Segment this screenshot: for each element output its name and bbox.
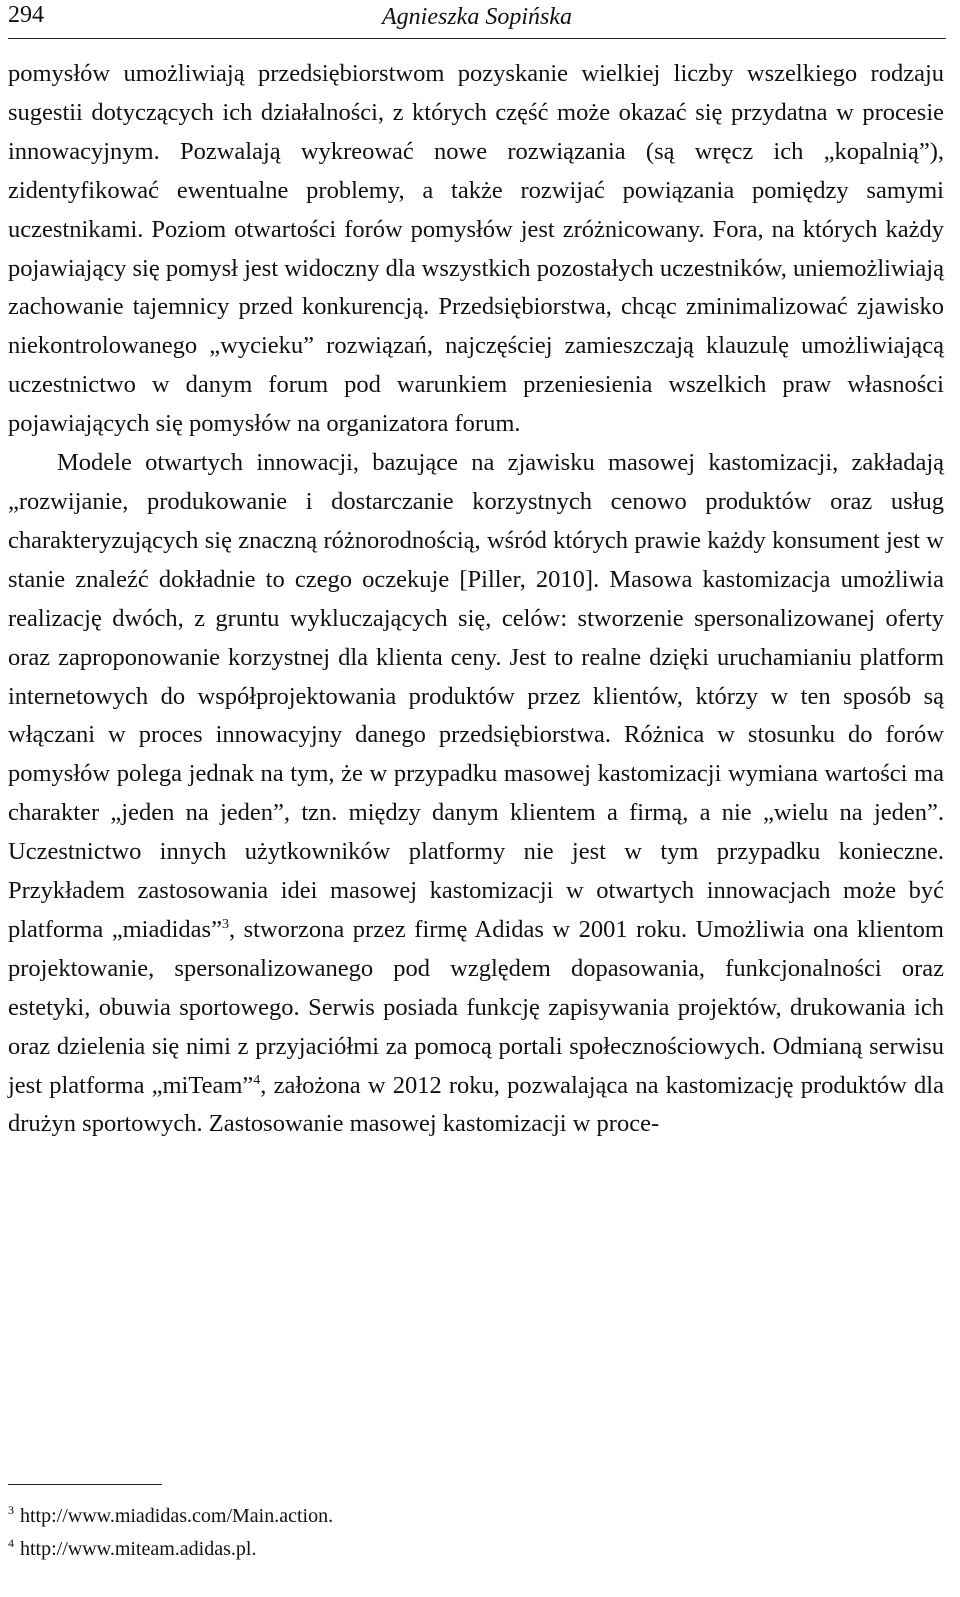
body-text xyxy=(8,55,944,1144)
footnote-link[interactable]: http://www.miteam.adidas.pl. xyxy=(20,1538,257,1560)
paragraph-2-part-1: Modele otwartych innowacji, bazujące na zjawisku masowej kastomizacji, zakładają „rozwijanie, produkowanie i dostarczanie korzystnych cenowo produktów oraz usług charakteryzujących się znaczną różnorodnością, wśród których prawie każdy konsument jest w stanie znaleźć dokładnie to czego oczekuje [Piller, 2010]. Masowa kastomizacja umożliwia realizację dwóch, z gruntu wykluczających się, celów: stworzenie spersonalizowanej oferty oraz zaproponowanie korzystnej dla klienta ceny. Jest to realne dzięki uruchamianiu platform internetowych do współprojektowania produktów przez klientów, którzy w ten sposób są włączani w proces innowacyjny danego przedsiębiorstwa. Różnica w stosunku do forów pomysłów polega jednak na tym, że w przypadku masowej kastomizacji wymiana wartości ma charakter „jeden na jeden”, tzn. między danym klientem a firmą, a nie „wielu na jeden”. Uczestnictwo innych użytkowników platformy nie jest w tym przypadku konieczne. Przykładem zastosowania idei masowej kastomizacji w otwartych innowacjach może być platforma „miadidas” xyxy=(8,449,944,943)
footnote-mark: 3 xyxy=(8,1503,14,1518)
footnote-mark: 4 xyxy=(8,1536,14,1551)
paragraph-2-part-3: , założona w 2012 roku, pozwalająca na kastomizację produktów dla drużyn sportowych. Zastosowanie masowej kastomizacji w proce- xyxy=(8,1071,944,1138)
footnotes xyxy=(8,1500,944,1566)
paragraph-2 xyxy=(8,444,944,1144)
page-header xyxy=(8,0,946,39)
footnote-ref-4[interactable]: 4 xyxy=(253,1072,261,1088)
footnote-divider xyxy=(8,1484,162,1485)
footnote-link[interactable]: http://www.miadidas.com/Main.action. xyxy=(20,1505,334,1527)
paragraph-2-part-2: , stworzona przez firmę Adidas w 2001 roku. Umożliwia ona klientom projektowanie, spersonalizowanego pod względem dopasowania, funkcjonalności oraz estetyki, obuwia sportowego. Serwis posiada funkcję zapisywania projektów, drukowania ich oraz dzielenia się nimi z przyjaciółmi za pomocą portali społecznościowych. Odmianą serwisu jest platforma „miTeam” xyxy=(8,915,944,1099)
footnote-4 xyxy=(8,1533,944,1566)
footnote-ref-3[interactable]: 3 xyxy=(221,916,229,932)
page-number: 294 xyxy=(8,2,44,28)
running-head-author: Agnieszka Sopińska xyxy=(382,4,572,30)
footnote-3 xyxy=(8,1500,944,1533)
paragraph-1: pomysłów umożliwiają przedsiębiorstwom pozyskanie wielkiej liczby wszelkiego rodzaju sugestii dotyczących ich działalności, z których część może okazać się przydatna w procesie innowacyjnym. Pozwalają wykreować nowe rozwiązania (są wręcz ich „kopalnią”), zidentyfikować ewentualne problemy, a także rozwijać powiązania pomiędzy samymi uczestnikami. Poziom otwartości forów pomysłów jest zróżnicowany. Fora, na których każdy pojawiający się pomysł jest widoczny dla wszystkich pozostałych uczestników, uniemożliwiają zachowanie tajemnicy przed konkurencją. Przedsiębiorstwa, chcąc zminimalizować zjawisko niekontrolowanego „wycieku” rozwiązań, najczęściej zamieszczają klauzulę umożliwiającą uczestnictwo w danym forum pod warunkiem przeniesienia wszelkich praw własności pojawiających się pomysłów na organizatora forum. xyxy=(8,60,944,438)
